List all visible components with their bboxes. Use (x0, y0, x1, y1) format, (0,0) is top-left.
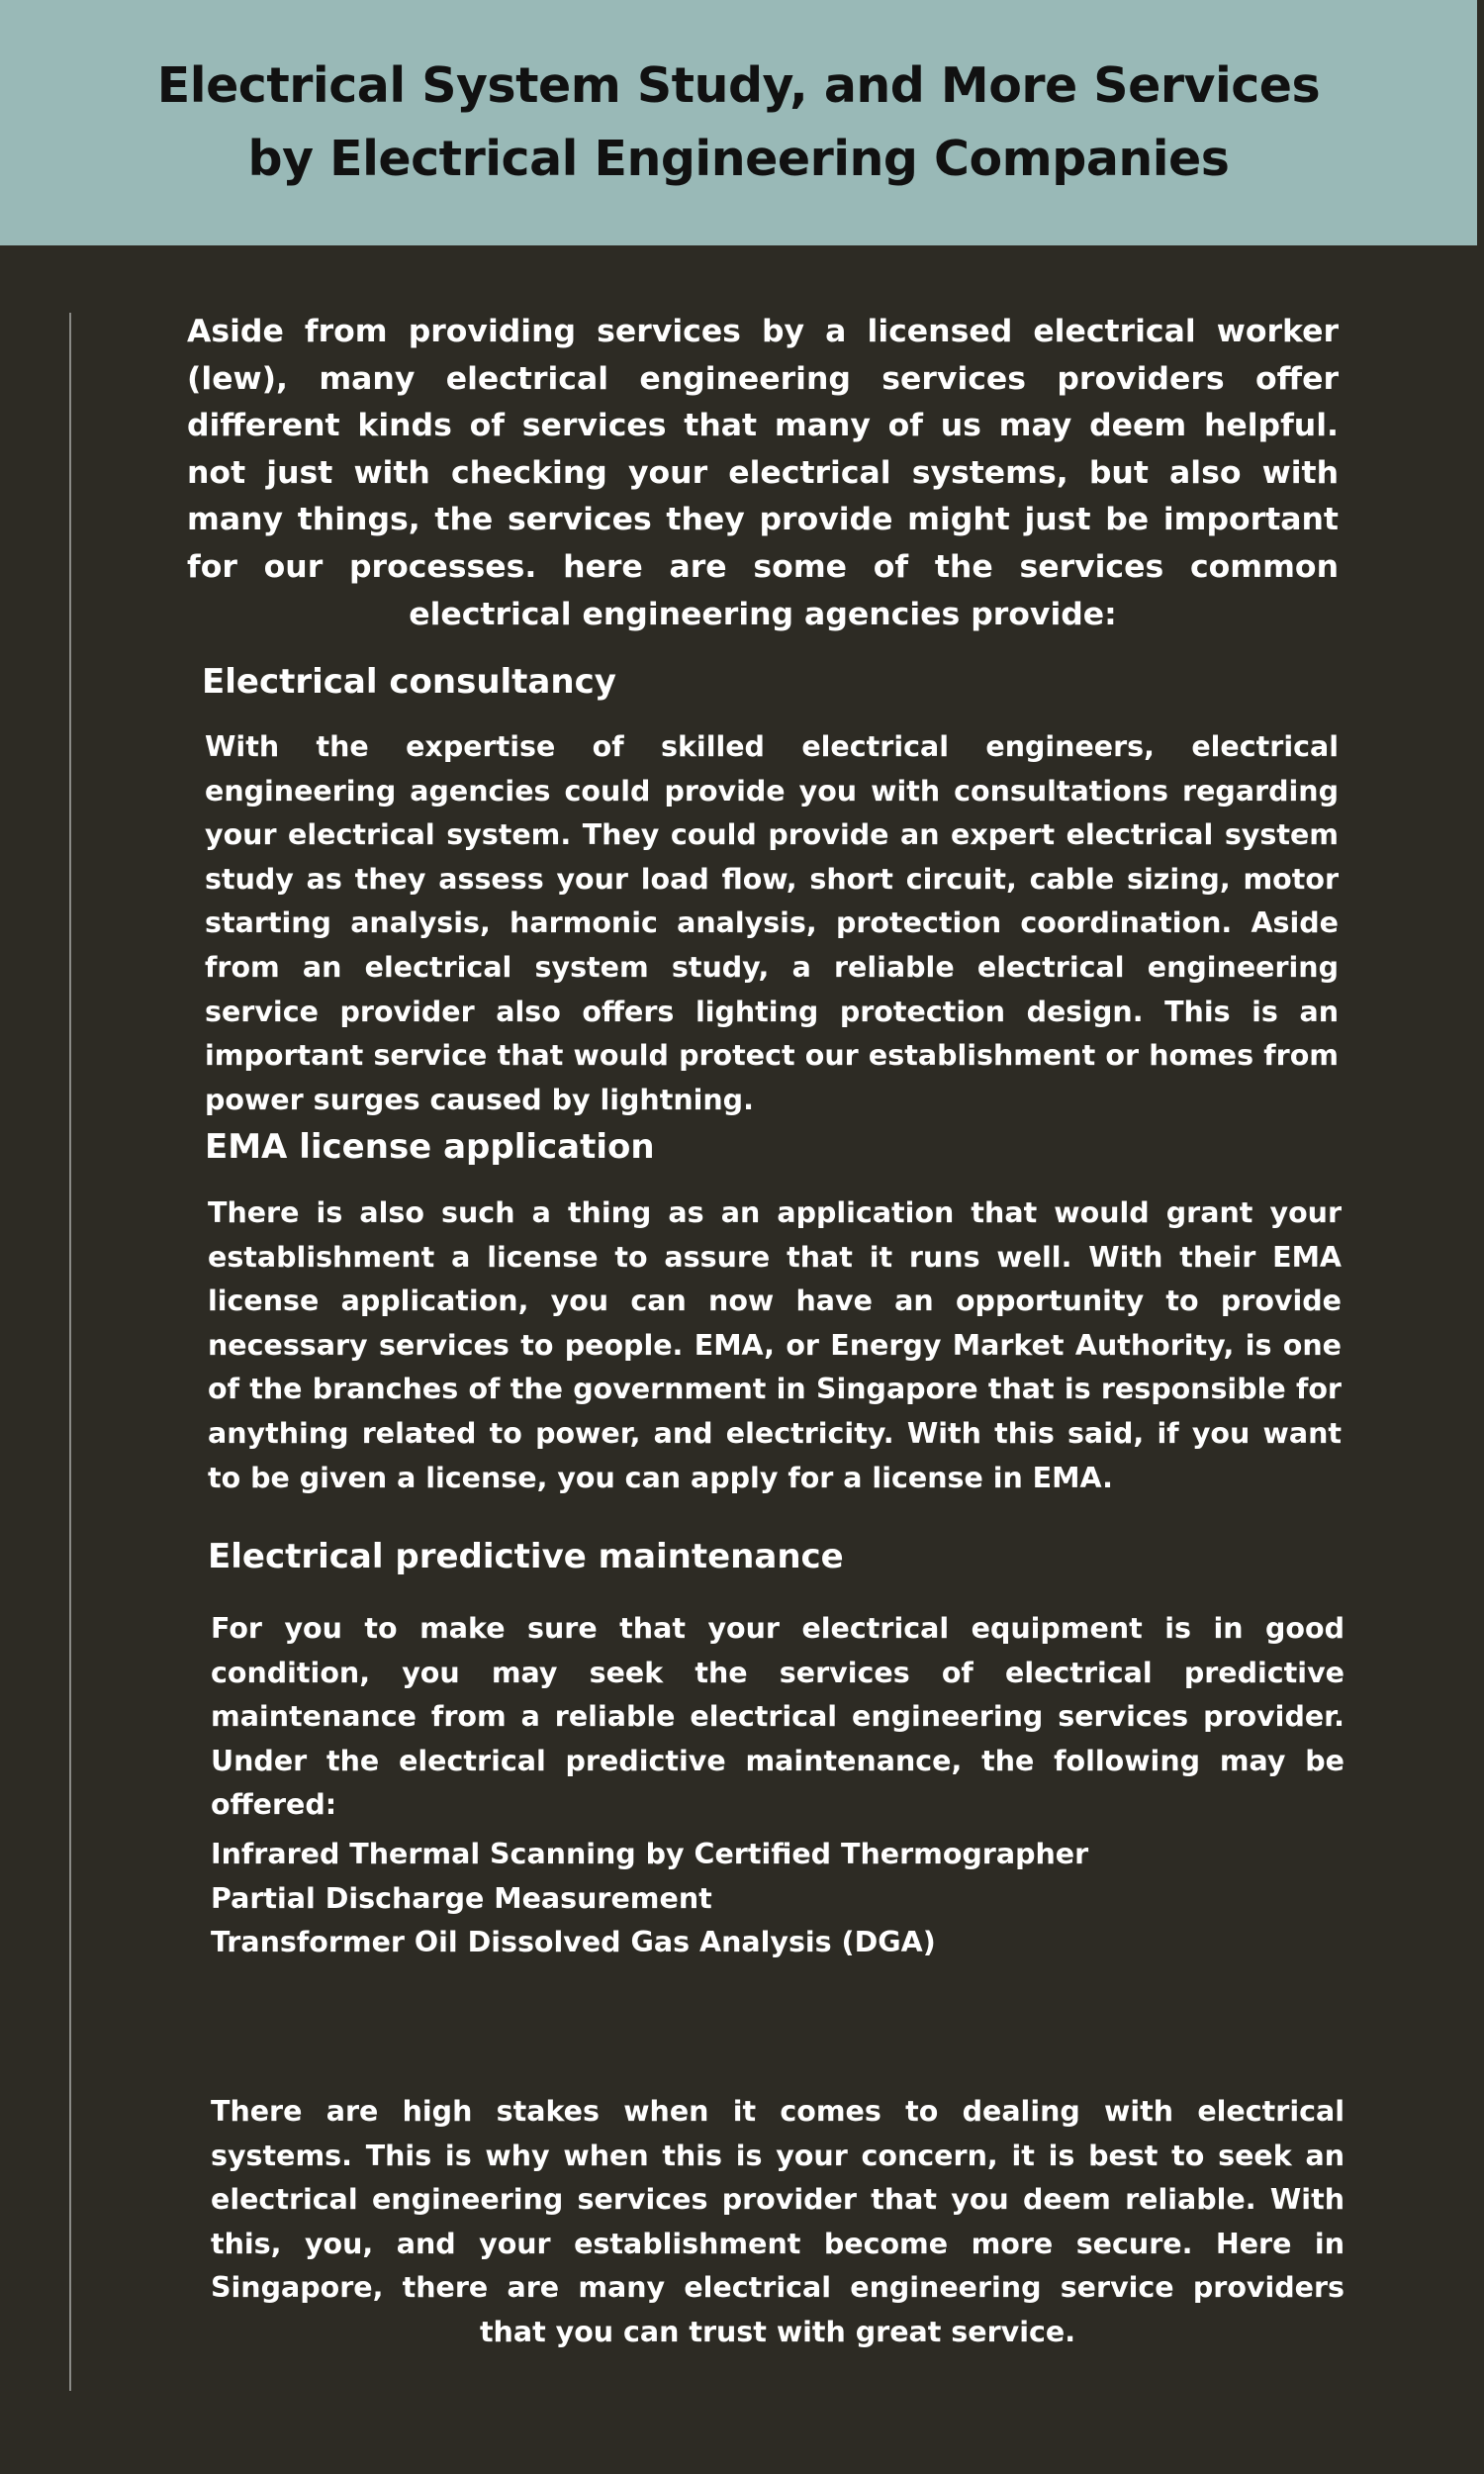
section-body-predictive-maintenance: For you to make sure that your electrical equipment is in good condition, you may seek the services of electrical predictive maintenance from a reliable electrical engineering services provider. Under the electrical predictive maintenance, the following may be offered: (211, 1612, 1345, 1822)
section-heading-predictive-maintenance: Electrical predictive maintenance (208, 1537, 844, 1576)
maintenance-services-list (211, 1833, 1088, 1965)
section-heading-ema-license: EMA license application (205, 1127, 655, 1167)
closing-paragraph: There are high stakes when it comes to dealing with electrical systems. This is why when this is your concern, it is best to seek an electrical engineering services provider that you deem reliable. With this, you, and your establishment become more secure. Here in Singapore, there are many electrical engineering service providers that you can trust with great service. (211, 2095, 1345, 2348)
page-title: Electrical System Study, and More Services by Electrical Engineering Companies (156, 57, 1321, 187)
section-heading-electrical-consultancy: Electrical consultancy (202, 662, 616, 702)
list-item: Transformer Oil Dissolved Gas Analysis (DGA) (211, 1926, 936, 1959)
header-band (0, 0, 1477, 245)
list-item: Partial Discharge Measurement (211, 1881, 712, 1915)
intro-paragraph: Aside from providing services by a licensed electrical worker (lew), many electrical engineering services providers offer different kinds of services that many of us may deem helpful. not just with checking your electrical systems, but also with many things, the services they provide might just be important for our processes. here are some of the services common electrical engineering agencies provide: (187, 314, 1339, 632)
section-body-electrical-consultancy: With the expertise of skilled electrical engineers, electrical engineering agencies could provide you with consultations regarding your electrical system. They could provide an expert electrical system study as they assess your load flow, short circuit, cable sizing, motor starting analysis, harmonic analysis, protection coordination. Aside from an electrical system study, a reliable electrical engineering service provider also offers lighting protection design. This is an important service that would protect our establishment or homes from power surges caused by lightning. (205, 730, 1339, 1116)
left-divider-line (69, 313, 71, 2391)
list-item: Infrared Thermal Scanning by Certified Thermographer (211, 1838, 1089, 1870)
section-body-ema-license: There is also such a thing as an application that would grant your establishment a license to assure that it runs well. With their EMA license application, you can now have an opportunity to provide necessary services to people. EMA, or Energy Market Authority, is one of the branches of the government in Singapore that is responsible for anything related to power, and electricity. With this said, if you want to be given a license, you can apply for a license in EMA. (208, 1196, 1342, 1494)
